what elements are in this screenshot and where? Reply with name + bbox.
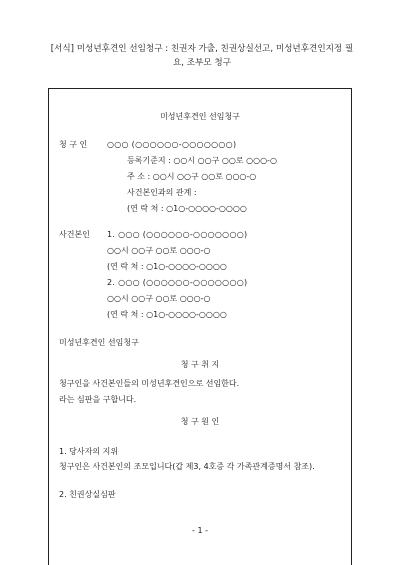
subject-1-name: 1. ○○○ (○○○○○○-○○○○○○○) <box>107 230 248 239</box>
section-1-title: 1. 당사자의 지위 <box>59 447 119 456</box>
claimant-contact: (연 락 처 : ○1○-○○○○-○○○○ <box>127 204 247 213</box>
section-2-title: 2. 친권상실심판 <box>59 490 116 499</box>
subject-2-contact: (연 락 처 : ○1○-○○○○-○○○○ <box>107 310 227 319</box>
section-1-body: 청구인은 사건본인의 조모입니다(갑 제3, 4호증 각 가족관계증명서 참조). <box>59 462 315 471</box>
purpose-line-1: 청구인을 사건본인들의 미성년후견인으로 선임한다. <box>59 379 240 388</box>
subject-2-address: ○○시 ○○구 ○○로 ○○○-○ <box>107 294 211 303</box>
purpose-line-2: 라는 심판을 구합니다. <box>59 395 137 404</box>
claimant-name: ○○○ (○○○○○○-○○○○○○○) <box>107 140 237 149</box>
purpose-heading: 청 구 취 지 <box>180 360 220 369</box>
document-title: 미성년후견인 선임청구 <box>160 112 240 121</box>
form-caption: [서식] 미성년후견인 선임청구 : 친권자 가출, 친권상실선고, 미성년후견인지정 필요, 조부모 청구 <box>50 44 354 68</box>
subject-1-contact: (연 락 처 : ○1○-○○○○-○○○○ <box>107 262 227 271</box>
subject-label: 사건본인 <box>59 230 90 239</box>
claimant-address: 주 소 : ○○시 ○○구 ○○로 ○○○-○ <box>127 172 257 181</box>
subject-2-name: 2. ○○○ (○○○○○○-○○○○○○○) <box>107 278 248 287</box>
claim-subtitle: 미성년후견인 선임청구 <box>59 338 139 347</box>
page-number: - 1 - <box>192 526 208 535</box>
claimant-label: 청 구 인 <box>59 140 88 149</box>
claimant-relation: 사건본인과의 관계 : <box>127 188 197 197</box>
cause-heading: 청 구 원 인 <box>180 417 220 426</box>
claimant-registration: 등록기준지 : ○○시 ○○구 ○○로 ○○○-○ <box>127 156 277 165</box>
document-frame <box>48 88 352 565</box>
subject-1-address: ○○시 ○○구 ○○로 ○○○-○ <box>107 246 211 255</box>
